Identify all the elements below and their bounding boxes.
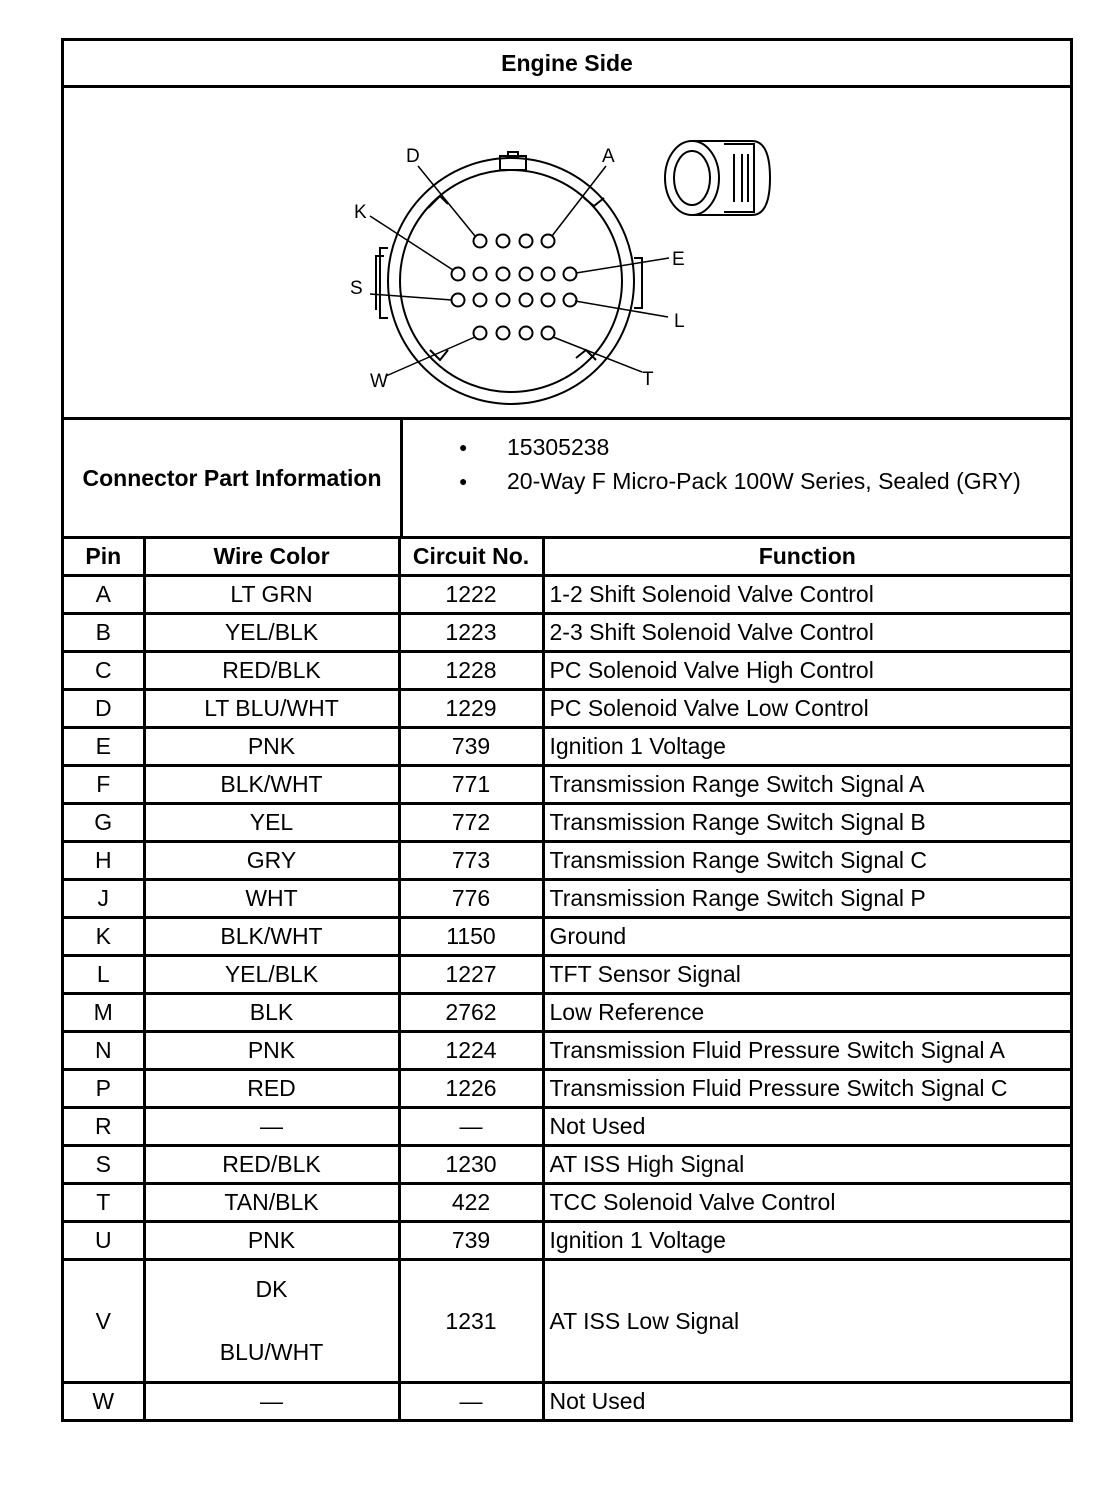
circuit-cell: 776 [399, 880, 543, 918]
circuit-cell: 1150 [399, 918, 543, 956]
pin-cell: J [64, 880, 144, 918]
table-row [64, 576, 1070, 614]
wire-color-cell: PNK [144, 728, 399, 766]
function-cell: Ground [543, 918, 1070, 956]
connector-description: ● 20-Way F Micro-Pack 100W Series, Sealed (GRY) [403, 464, 1070, 498]
table-row [64, 994, 1070, 1032]
pin-cell: A [64, 576, 144, 614]
function-cell: Transmission Fluid Pressure Switch Signal A [543, 1032, 1070, 1070]
function-cell: AT ISS High Signal [543, 1146, 1070, 1184]
circuit-cell: — [399, 1383, 543, 1420]
connector-sheet [61, 38, 1073, 1422]
connector-thumbnail [665, 141, 770, 215]
pin-cell: V [64, 1260, 144, 1383]
connector-info-label: Connector Part Information [64, 420, 403, 536]
wire-color-cell [144, 1260, 399, 1383]
pin-cell: L [64, 956, 144, 994]
table-header-row [64, 539, 1070, 576]
pin-cell: F [64, 766, 144, 804]
function-cell: Not Used [543, 1108, 1070, 1146]
circuit-cell: 422 [399, 1184, 543, 1222]
table-row [64, 1108, 1070, 1146]
table-row [64, 1032, 1070, 1070]
pin-label-t: T [642, 369, 654, 390]
pin-label-k: K [354, 202, 367, 223]
function-cell: AT ISS Low Signal [543, 1260, 1070, 1383]
wire-color-cell: BLK/WHT [144, 766, 399, 804]
connector-info-list [403, 420, 1070, 536]
table-row [64, 652, 1070, 690]
function-cell: PC Solenoid Valve Low Control [543, 690, 1070, 728]
pin-label-s: S [350, 278, 363, 299]
wire-color-cell: RED [144, 1070, 399, 1108]
wire-color-line-2: BLU/WHT [219, 1339, 324, 1365]
pinout-rows [64, 576, 1070, 1420]
pin-label-w: W [370, 371, 388, 392]
circuit-cell: 1229 [399, 690, 543, 728]
function-cell: 2-3 Shift Solenoid Valve Control [543, 614, 1070, 652]
pin-label-l: L [674, 311, 685, 332]
function-cell: Ignition 1 Voltage [543, 728, 1070, 766]
circuit-cell: 1228 [399, 652, 543, 690]
table-row [64, 1260, 1070, 1383]
table-row [64, 1070, 1070, 1108]
wire-color-cell: PNK [144, 1222, 399, 1260]
pin-cell: P [64, 1070, 144, 1108]
connector-part-info [64, 420, 1070, 539]
circuit-cell: 1222 [399, 576, 543, 614]
function-cell: Low Reference [543, 994, 1070, 1032]
table-row [64, 766, 1070, 804]
wire-color-cell: — [144, 1383, 399, 1420]
function-cell: Transmission Range Switch Signal A [543, 766, 1070, 804]
part-number: ● 15305238 [403, 430, 1070, 464]
pin-cell: N [64, 1032, 144, 1070]
circuit-cell: 1227 [399, 956, 543, 994]
table-row [64, 1383, 1070, 1420]
table-row [64, 1146, 1070, 1184]
header-pin: Pin [64, 539, 144, 576]
pin-cell: M [64, 994, 144, 1032]
pin-cell: T [64, 1184, 144, 1222]
circuit-cell: 772 [399, 804, 543, 842]
pin-label-e: E [672, 249, 685, 270]
pin-cell: W [64, 1383, 144, 1420]
wire-color-cell: LT BLU/WHT [144, 690, 399, 728]
wire-color-cell: GRY [144, 842, 399, 880]
wire-color-cell: WHT [144, 880, 399, 918]
table-row [64, 1222, 1070, 1260]
pin-cell: B [64, 614, 144, 652]
circuit-cell: 773 [399, 842, 543, 880]
table-row [64, 804, 1070, 842]
table-row [64, 880, 1070, 918]
circuit-cell: 739 [399, 728, 543, 766]
pin-cell: C [64, 652, 144, 690]
header-circuit-no: Circuit No. [399, 539, 543, 576]
function-cell: Transmission Range Switch Signal P [543, 880, 1070, 918]
table-row [64, 614, 1070, 652]
table-row [64, 956, 1070, 994]
pin-cell: U [64, 1222, 144, 1260]
wire-color-cell: YEL/BLK [144, 614, 399, 652]
circuit-cell: 2762 [399, 994, 543, 1032]
circuit-cell: 1231 [399, 1260, 543, 1383]
circuit-cell: 1226 [399, 1070, 543, 1108]
circuit-cell: 771 [399, 766, 543, 804]
pin-cell: K [64, 918, 144, 956]
circuit-cell: 1230 [399, 1146, 543, 1184]
connector-diagram [64, 88, 1070, 420]
sheet-title: Engine Side [64, 41, 1070, 88]
pin-cell: S [64, 1146, 144, 1184]
circuit-cell: 1224 [399, 1032, 543, 1070]
wire-color-cell: — [144, 1108, 399, 1146]
wire-color-cell: RED/BLK [144, 1146, 399, 1184]
function-cell: TCC Solenoid Valve Control [543, 1184, 1070, 1222]
pin-cell: E [64, 728, 144, 766]
table-row [64, 1184, 1070, 1222]
function-cell: 1-2 Shift Solenoid Valve Control [543, 576, 1070, 614]
circuit-cell: 739 [399, 1222, 543, 1260]
wire-color-line-1: DK [255, 1276, 288, 1302]
wire-color-cell: YEL/BLK [144, 956, 399, 994]
circuit-cell: 1223 [399, 614, 543, 652]
function-cell: TFT Sensor Signal [543, 956, 1070, 994]
table-row [64, 690, 1070, 728]
wire-color-cell: RED/BLK [144, 652, 399, 690]
circuit-cell: — [399, 1108, 543, 1146]
pin-label-d: D [406, 146, 420, 167]
function-cell: Ignition 1 Voltage [543, 1222, 1070, 1260]
header-function: Function [543, 539, 1070, 576]
wire-color-cell: YEL [144, 804, 399, 842]
pin-cell: R [64, 1108, 144, 1146]
pinout-table [64, 539, 1070, 1419]
connector-face-drawing [64, 88, 1070, 417]
table-row [64, 842, 1070, 880]
pin-cavities [452, 235, 577, 340]
header-wire-color: Wire Color [144, 539, 399, 576]
function-cell: PC Solenoid Valve High Control [543, 652, 1070, 690]
pin-cell: D [64, 690, 144, 728]
wire-color-cell: LT GRN [144, 576, 399, 614]
table-row [64, 728, 1070, 766]
function-cell: Transmission Range Switch Signal C [543, 842, 1070, 880]
pin-cell: H [64, 842, 144, 880]
wire-color-cell: TAN/BLK [144, 1184, 399, 1222]
function-cell: Transmission Fluid Pressure Switch Signal C [543, 1070, 1070, 1108]
function-cell: Transmission Range Switch Signal B [543, 804, 1070, 842]
table-row [64, 918, 1070, 956]
wire-color-cell: BLK [144, 994, 399, 1032]
pin-cell: G [64, 804, 144, 842]
pin-label-a: A [602, 146, 615, 167]
function-cell: Not Used [543, 1383, 1070, 1420]
wire-color-cell: BLK/WHT [144, 918, 399, 956]
wire-color-cell: PNK [144, 1032, 399, 1070]
